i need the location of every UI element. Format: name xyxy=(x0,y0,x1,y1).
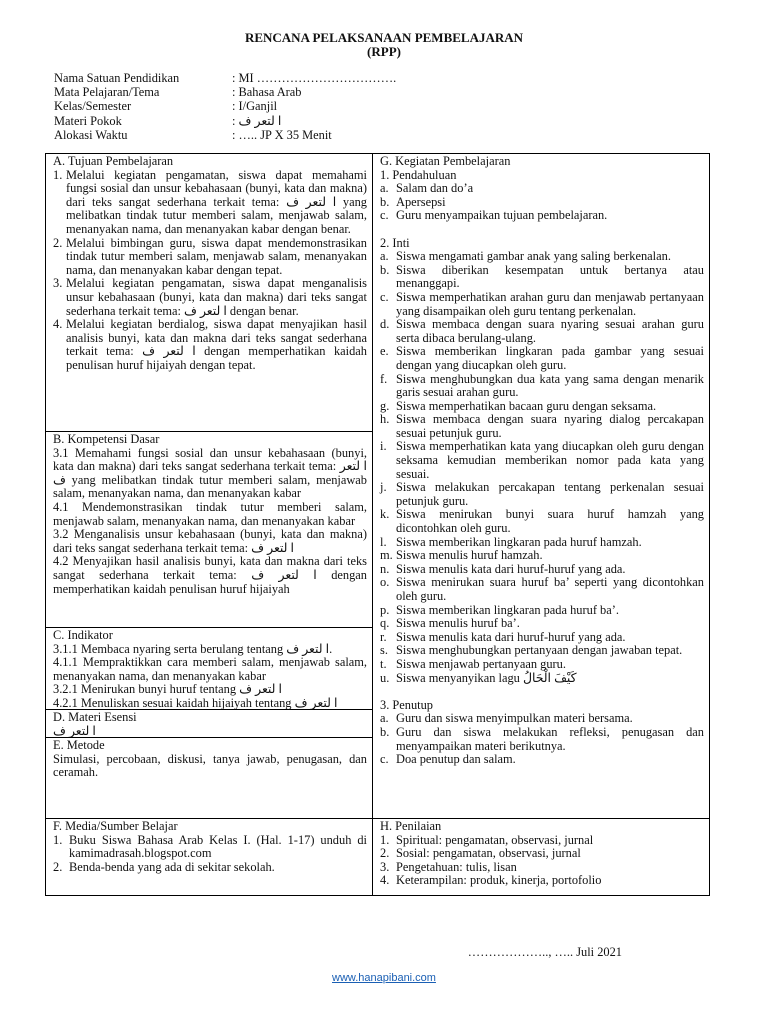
item-letter: i. xyxy=(380,439,387,454)
list-item xyxy=(380,400,704,414)
section-c-indikator xyxy=(46,628,372,710)
item-letter: r. xyxy=(380,629,387,644)
info-row xyxy=(54,72,396,86)
item-letter: u. xyxy=(380,670,390,685)
item-number: 1. xyxy=(53,832,63,847)
list-item xyxy=(380,440,704,481)
section-g-kegiatan xyxy=(373,154,709,819)
list-item xyxy=(380,182,704,196)
item-letter: b. xyxy=(380,724,390,739)
section-title: D. Materi Esensi xyxy=(53,710,137,724)
item-letter: m. xyxy=(380,548,393,563)
item-text: Buku Siswa Bahasa Arab Kelas I. (Hal. 1-17) unduh di kamimadrasah.blogspot.com xyxy=(69,832,367,861)
item-letter: e. xyxy=(380,344,389,359)
list-item xyxy=(380,209,704,223)
list-item xyxy=(380,196,704,210)
item-text: Pengetahuan: tulis, lisan xyxy=(396,859,517,874)
list-item xyxy=(53,861,367,875)
item-letter: f. xyxy=(380,371,388,386)
item-number: 3. xyxy=(380,859,390,874)
list-item xyxy=(380,672,704,686)
indikator-paragraph: 4.2.1 Menuliskan sesuai kaidah hijaiyah tentang ا لتعر ف xyxy=(53,695,338,710)
item-text: Siswa menghubungkan dua kata yang sama dengan menarik garis sesuai arahan guru. xyxy=(396,371,704,400)
info-value: : Bahasa Arab xyxy=(232,85,302,100)
section-title: H. Penilaian xyxy=(380,819,442,833)
list-item xyxy=(380,264,704,291)
subsection-title: 3. Penutup xyxy=(380,697,434,712)
section-h-penilaian xyxy=(373,819,709,895)
item-letter: c. xyxy=(380,208,389,223)
list-item xyxy=(380,291,704,318)
list-item xyxy=(53,834,367,861)
list-item xyxy=(380,658,704,672)
item-text: Siswa membaca dengan suara nyaring dialog percakapan sesuai petunjuk guru. xyxy=(396,412,704,440)
item-text: Siswa memberikan lingkaran pada huruf ba’. xyxy=(396,602,619,617)
item-text: Siswa menyanyikan lagu كَيْفَ الْحَالُ xyxy=(396,670,577,685)
item-text: Guru dan siswa melakukan refleksi, penugasan dan menyampaikan materi berikutnya. xyxy=(396,724,704,753)
list-item xyxy=(380,861,704,875)
item-number: 3. xyxy=(53,276,63,291)
item-text: Siswa memberikan lingkaran pada gambar yang sesuai dengan yang diucapkan oleh guru. xyxy=(396,344,704,372)
kd-paragraph: 4.1 Mendemonstrasikan tindak tutur memberi salam, menjawab salam, menanyakan nama, dan menanyakan kabar xyxy=(53,499,367,528)
list-item xyxy=(380,563,704,577)
item-letter: l. xyxy=(380,534,387,549)
item-text: Doa penutup dan salam. xyxy=(396,752,516,767)
info-row xyxy=(54,100,396,114)
item-text: Sosial: pengamatan, observasi, jurnal xyxy=(396,846,581,861)
list-item xyxy=(53,318,367,372)
item-letter: d. xyxy=(380,317,390,332)
signature-date: ……………….., ….. Juli 2021 xyxy=(467,945,622,959)
item-letter: p. xyxy=(380,602,390,617)
indikator-paragraph: 3.1.1 Membaca nyaring serta berulang tentang ا لتعر ف. xyxy=(53,641,333,656)
item-letter: j. xyxy=(380,480,387,495)
item-text: Melalui kegiatan pengamatan, siswa dapat memahami fungsi sosial dan unsur kebahasaan (bunyi, kata dan makna) dari teks sangat sederhana terkait tema: ا لتعر ف yang melibatkan tindak tutur memberi salam, menjawab salam, menanyakan nama, dan menanyakan kabar dengan benar. xyxy=(66,167,368,236)
item-text: Siswa memperhatikan kata yang diucapkan oleh guru dengan seksama kemudian memberikan nomor pada kata yang sesuai. xyxy=(396,439,704,481)
subsection-title: 2. Inti xyxy=(380,235,410,250)
section-b-kompetensi xyxy=(46,432,372,628)
item-number: 2. xyxy=(53,235,63,250)
list-item xyxy=(380,604,704,618)
doc-title: RENCANA PELAKSANAAN PEMBELAJARAN xyxy=(244,30,524,45)
item-text: Siswa menulis kata dari huruf-huruf yang ada. xyxy=(396,561,626,576)
indikator-paragraph: 3.2.1 Menirukan bunyi huruf tentang ا لتعر ف xyxy=(53,682,282,697)
list-item xyxy=(53,169,367,237)
materi-text: ا لتعر ف xyxy=(53,723,96,738)
item-text: Siswa memberikan lingkaran pada huruf hamzah. xyxy=(396,534,642,549)
item-text: Siswa diberikan kesempatan untuk bertanya atau menanggapi. xyxy=(396,262,704,291)
info-row xyxy=(54,86,396,100)
item-text: Melalui kegiatan pengamatan, siswa dapat menganalisis unsur kebahasaan (bunyi, kata dan makna) dari teks sangat sederhana terkait tema: ا لتعر ف dengan benar. xyxy=(66,276,367,318)
item-letter: s. xyxy=(380,643,388,658)
right-column xyxy=(373,154,709,895)
item-number: 1. xyxy=(380,832,390,847)
list-item xyxy=(380,874,704,888)
list-item xyxy=(380,250,704,264)
left-column xyxy=(46,154,373,895)
kd-paragraph: 4.2 Menyajikan hasil analisis bunyi, kata dan makna dari teks sangat sederhana terkait tema: ا لتعر ف dengan memperhatikan kaidah penulisan huruf hijaiyah xyxy=(53,554,367,596)
item-text: Melalui kegiatan berdialog, siswa dapat menyajikan hasil analisis bunyi, kata dan makna dari teks sangat sederhana terkait tema: ا لتعر ف dengan memperhatikan kaidah penulisan huruf hijaiyah dengan tepat. xyxy=(66,317,368,372)
inti-list xyxy=(380,250,704,685)
item-letter: c. xyxy=(380,752,389,767)
section-title: G. Kegiatan Pembelajaran xyxy=(380,154,511,168)
list-item xyxy=(380,847,704,861)
item-number: 2. xyxy=(53,859,63,874)
list-item xyxy=(53,277,367,318)
doc-subtitle: (RPP) xyxy=(367,44,401,59)
list-item xyxy=(380,644,704,658)
list-item xyxy=(380,712,704,726)
item-text: Siswa menulis kata dari huruf-huruf yang ada. xyxy=(396,629,626,644)
info-value: : ….. JP X 35 Menit xyxy=(232,127,332,142)
section-title: C. Indikator xyxy=(53,628,113,642)
section-d-materi xyxy=(46,710,372,738)
rpp-table xyxy=(45,153,710,896)
item-text: Siswa menulis huruf hamzah. xyxy=(396,548,543,563)
kd-paragraph: 3.1 Memahami fungsi sosial dan unsur kebahasaan (bunyi, kata dan makna) dari teks sangat sederhana terkait tema: ا لتعر ف yang melibatkan tindak tutur memberi salam, menjawab salam, menanyakan nama, dan menanyakan kabar xyxy=(53,445,368,501)
list-item xyxy=(380,834,704,848)
item-text: Siswa menirukan bunyi suara huruf hamzah yang dicontohkan oleh guru. xyxy=(396,507,704,536)
item-letter: n. xyxy=(380,561,390,576)
website-link[interactable]: www.hanapibani.com xyxy=(332,972,436,984)
list-item xyxy=(380,536,704,550)
section-f-media xyxy=(46,819,372,895)
section-title: A. Tujuan Pembelajaran xyxy=(53,154,174,168)
item-text: Siswa menjawab pertanyaan guru. xyxy=(396,656,566,671)
spacer xyxy=(380,223,704,237)
item-text: Siswa memperhatikan bacaan guru dengan seksama. xyxy=(396,398,657,413)
item-number: 2. xyxy=(380,846,390,861)
list-item xyxy=(380,631,704,645)
kd-paragraph: 3.2 Menganalisis unsur kebahasaan (bunyi, kata dan makna) dari teks sangat sederhana terkait tema: ا لتعر ف xyxy=(53,527,367,555)
item-text: Spiritual: pengamatan, observasi, jurnal xyxy=(396,832,594,847)
info-label: Mata Pelajaran/Tema xyxy=(54,85,160,100)
list-item xyxy=(380,413,704,440)
indikator-paragraph: 4.1.1 Mempraktikkan cara memberi salam, menjawab salam, menanyakan nama, dan menanyakan kabar xyxy=(53,655,367,683)
item-letter: a. xyxy=(380,711,389,726)
item-letter: h. xyxy=(380,412,390,427)
list-item xyxy=(380,617,704,631)
item-number: 1. xyxy=(53,167,63,182)
item-text: Benda-benda yang ada di sekitar sekolah. xyxy=(69,859,275,874)
item-text: Siswa melakukan percakapan tentang perkenalan sesuai petunjuk guru. xyxy=(396,480,704,508)
list-item xyxy=(380,345,704,372)
item-text: Siswa menulis huruf ba’. xyxy=(396,616,520,631)
item-letter: g. xyxy=(380,398,390,413)
list-item xyxy=(380,481,704,508)
metode-text: Simulasi, percobaan, diskusi, tanya jawab, penugasan, dan ceramah. xyxy=(53,751,367,780)
info-label: Nama Satuan Pendidikan xyxy=(54,71,180,85)
item-text: Guru dan siswa menyimpulkan materi bersama. xyxy=(396,711,633,726)
list-item xyxy=(380,576,704,603)
section-a-tujuan xyxy=(46,154,372,432)
list-item xyxy=(380,726,704,753)
item-number: 4. xyxy=(53,317,63,332)
item-letter: c. xyxy=(380,289,389,304)
item-text: Siswa memperhatikan arahan guru dan menjawab pertanyaan yang disampaikan oleh guru tentang perkenalan. xyxy=(396,289,704,318)
item-letter: q. xyxy=(380,616,390,631)
list-item xyxy=(380,508,704,535)
item-letter: k. xyxy=(380,507,390,522)
list-item xyxy=(380,549,704,563)
info-label: Materi Pokok xyxy=(54,113,122,128)
footer xyxy=(0,971,768,986)
item-letter: b. xyxy=(380,262,390,277)
list-item xyxy=(380,373,704,400)
item-text: Siswa menirukan suara huruf ba’ seperti yang dicontohkan oleh guru. xyxy=(396,575,704,603)
info-label: Alokasi Waktu xyxy=(54,127,128,142)
info-row xyxy=(54,115,396,129)
item-text: Siswa membaca dengan suara nyaring sesuai arahan guru serta dibaca berulang-ulang. xyxy=(396,317,704,345)
list-item xyxy=(53,237,367,278)
item-text: Apersepsi xyxy=(396,194,446,209)
subsection-title: 1. Pendahuluan xyxy=(380,167,457,182)
item-text: Melalui bimbingan guru, siswa dapat mendemonstrasikan tindak tutur memberi salam, menjawab salam, menanyakan nama, dan menanyakan kabar dengan tepat. xyxy=(66,235,367,277)
item-letter: o. xyxy=(380,575,390,590)
section-title: B. Kompetensi Dasar xyxy=(53,432,160,446)
item-text: Guru menyampaikan tujuan pembelajaran. xyxy=(396,208,608,223)
section-title: E. Metode xyxy=(53,738,105,752)
identity-block xyxy=(54,72,396,143)
item-letter: a. xyxy=(380,249,389,264)
item-text: Siswa menghubungkan pertanyaan dengan jawaban tepat. xyxy=(396,643,683,658)
item-text: Salam dan do’a xyxy=(396,181,474,196)
info-row xyxy=(54,129,396,143)
info-label: Kelas/Semester xyxy=(54,99,132,114)
item-number: 4. xyxy=(380,873,390,888)
section-e-metode xyxy=(46,738,372,819)
info-value: : MI ……………………………. xyxy=(232,71,397,85)
item-text: Keterampilan: produk, kinerja, portofolio xyxy=(396,873,602,888)
item-letter: t. xyxy=(380,656,387,671)
spacer xyxy=(380,685,704,699)
item-text: Siswa mengamati gambar anak yang saling berkenalan. xyxy=(396,249,671,264)
info-value: : ا لتعر ف xyxy=(232,113,282,128)
item-letter: a. xyxy=(380,181,389,196)
info-value: : I/Ganjil xyxy=(232,99,278,114)
item-letter: b. xyxy=(380,194,390,209)
list-item xyxy=(380,753,704,767)
section-title: F. Media/Sumber Belajar xyxy=(53,819,178,833)
list-item xyxy=(380,318,704,345)
